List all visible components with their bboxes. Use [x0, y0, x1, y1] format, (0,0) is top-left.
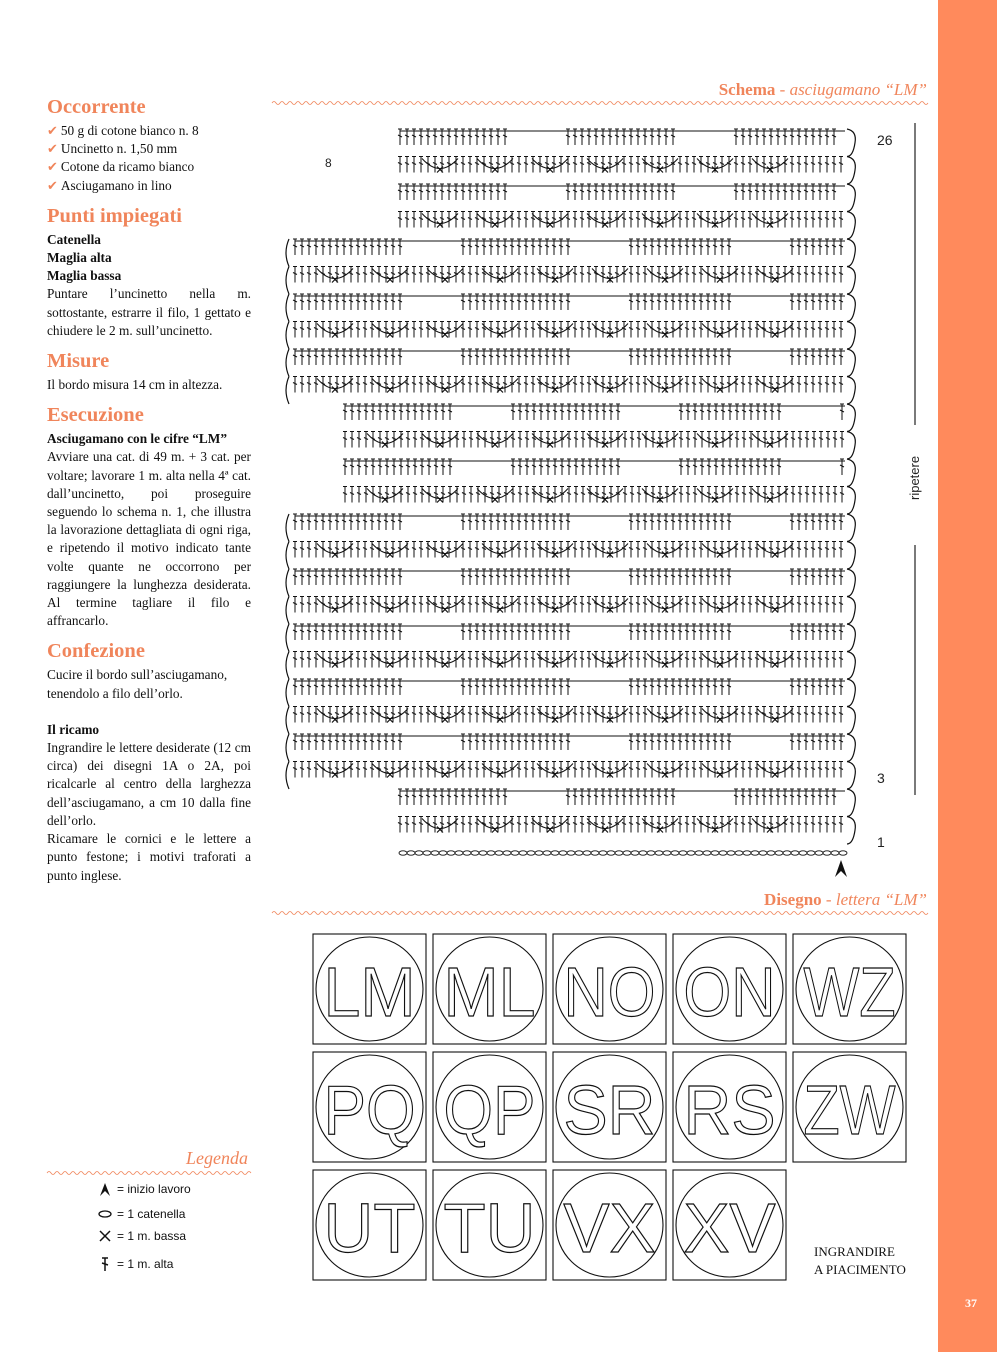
letter-tile — [553, 1170, 666, 1280]
svg-text:VX: VX — [563, 1189, 656, 1267]
disegno-header: Disegno - lettera “LM” — [764, 890, 927, 909]
misure-text: Il bordo misura 14 cm in altezza. — [47, 377, 223, 393]
punti-title: Punti impiegati — [47, 204, 182, 227]
row-label: 1 — [877, 834, 885, 850]
legend-item: = 1 catenella — [97, 1206, 185, 1222]
stitch-name: Maglia bassa — [47, 268, 122, 284]
occorrente-title: Occorrente — [47, 96, 146, 118]
svg-text:LM: LM — [323, 953, 416, 1031]
letter-tile — [673, 934, 786, 1044]
letter-tile — [313, 1052, 426, 1162]
list-item: ✔ Asciugamano in lino — [47, 177, 172, 193]
esecuzione-subtitle: Asciugamano con le cifre “LM” — [47, 431, 227, 447]
letter-tile — [673, 1170, 786, 1280]
check-icon: ✔ — [47, 123, 58, 138]
esecuzione-title: Esecuzione — [47, 404, 144, 427]
letter-tile — [313, 1170, 426, 1280]
letter-tile — [553, 1052, 666, 1162]
legend-divider — [47, 1170, 251, 1176]
double-crochet-icon — [97, 1256, 113, 1272]
svg-text:PQ: PQ — [323, 1071, 416, 1149]
svg-text:SR: SR — [563, 1071, 656, 1149]
svg-text:UT: UT — [323, 1189, 416, 1267]
legend-item: = inizio lavoro — [97, 1181, 191, 1197]
legend-item: = 1 m. alta — [97, 1256, 173, 1272]
x-stitch-icon — [97, 1228, 113, 1244]
letter-tiles — [312, 933, 912, 1288]
stitch-description: Puntare l’uncinetto nella m. sottostante, estrarre il filo, 1 gettato e chiudere le 2 m. sull’uncinetto. — [47, 286, 251, 338]
letter-tile — [313, 934, 426, 1044]
letter-tile — [433, 1052, 546, 1162]
esecuzione-text: Avviare una cat. di 49 m. + 3 cat. per voltare; lavorare 1 m. alta nella 4ª cat. dall’uncinetto, poi proseguire seguendo lo schema n. 1, che illustra la lavorazione dettagliata di ogni riga, e ripetendo il motivo indicato tante volte quante ne occorrono per raggiungere la lunghezza desiderata. Al termine tagliare il filo e affrancarlo. — [47, 449, 251, 629]
confezione-title: Confezione — [47, 640, 145, 663]
svg-text:ZW: ZW — [803, 1071, 896, 1149]
svg-text:QP: QP — [443, 1071, 536, 1149]
svg-text:WZ: WZ — [803, 953, 896, 1031]
row-label: 3 — [877, 770, 885, 786]
check-icon: ✔ — [47, 141, 58, 157]
list-item: ✔ 50 g di cotone bianco n. 8 — [47, 123, 199, 138]
letter-tile — [793, 934, 906, 1044]
crochet-diagram — [285, 115, 922, 885]
chain-oval-icon — [97, 1206, 113, 1222]
svg-text:ML: ML — [443, 953, 536, 1031]
left-column — [47, 94, 251, 885]
list-item: ✔ Cotone da ricamo bianco — [47, 159, 195, 175]
letter-tile — [793, 1052, 906, 1162]
legend-item: = 1 m. bassa — [97, 1228, 186, 1244]
letter-tile — [433, 934, 546, 1044]
svg-text:XV: XV — [683, 1189, 776, 1267]
schema-header: Schema - asciugamano “LM” — [718, 80, 927, 99]
side-color-band — [938, 0, 997, 1352]
check-icon: ✔ — [47, 159, 58, 175]
svg-text:NO: NO — [563, 953, 656, 1031]
stitch-name: Maglia alta — [47, 250, 112, 266]
start-arrow-icon — [835, 860, 847, 877]
list-item: ✔ Uncinetto n. 1,50 mm — [47, 141, 178, 157]
misure-title: Misure — [47, 350, 110, 373]
svg-text:RS: RS — [683, 1071, 776, 1149]
side-number: 8 — [325, 156, 332, 170]
stitch-name: Catenella — [47, 231, 101, 247]
ricamo-title: Il ricamo — [47, 721, 100, 737]
repeat-label: ripetere — [907, 455, 922, 500]
start-arrow-icon — [97, 1181, 113, 1197]
legend-title: Legenda — [186, 1148, 248, 1168]
enlarge-note: INGRANDIRE A PIACIMENTO — [814, 1244, 906, 1277]
letter-tile — [553, 934, 666, 1044]
row-label: 26 — [877, 132, 893, 148]
svg-text:TU: TU — [443, 1189, 536, 1267]
confezione-text: Cucire il bordo sull’asciugamano, tenendolo a filo dell’orlo. — [47, 667, 228, 701]
ricamo-text-2: Ricamare le cornici e le lettere a punto festone; i motivi traforati a punto inglese. — [47, 831, 251, 883]
ricamo-text: Ingrandire le lettere desiderate (12 cm circa) dei disegni 1A o 2A, poi ricalcarle al centro della larghezza dell’asciugamano, a cm 10 dalla fine dell’orlo. — [47, 740, 251, 828]
check-icon: ✔ — [47, 177, 58, 193]
letter-tile — [673, 1052, 786, 1162]
schema-divider — [272, 100, 927, 106]
svg-text:ON: ON — [683, 953, 776, 1031]
letter-tile — [433, 1170, 546, 1280]
disegno-divider — [272, 910, 927, 916]
page-number: 37 — [965, 1296, 977, 1310]
